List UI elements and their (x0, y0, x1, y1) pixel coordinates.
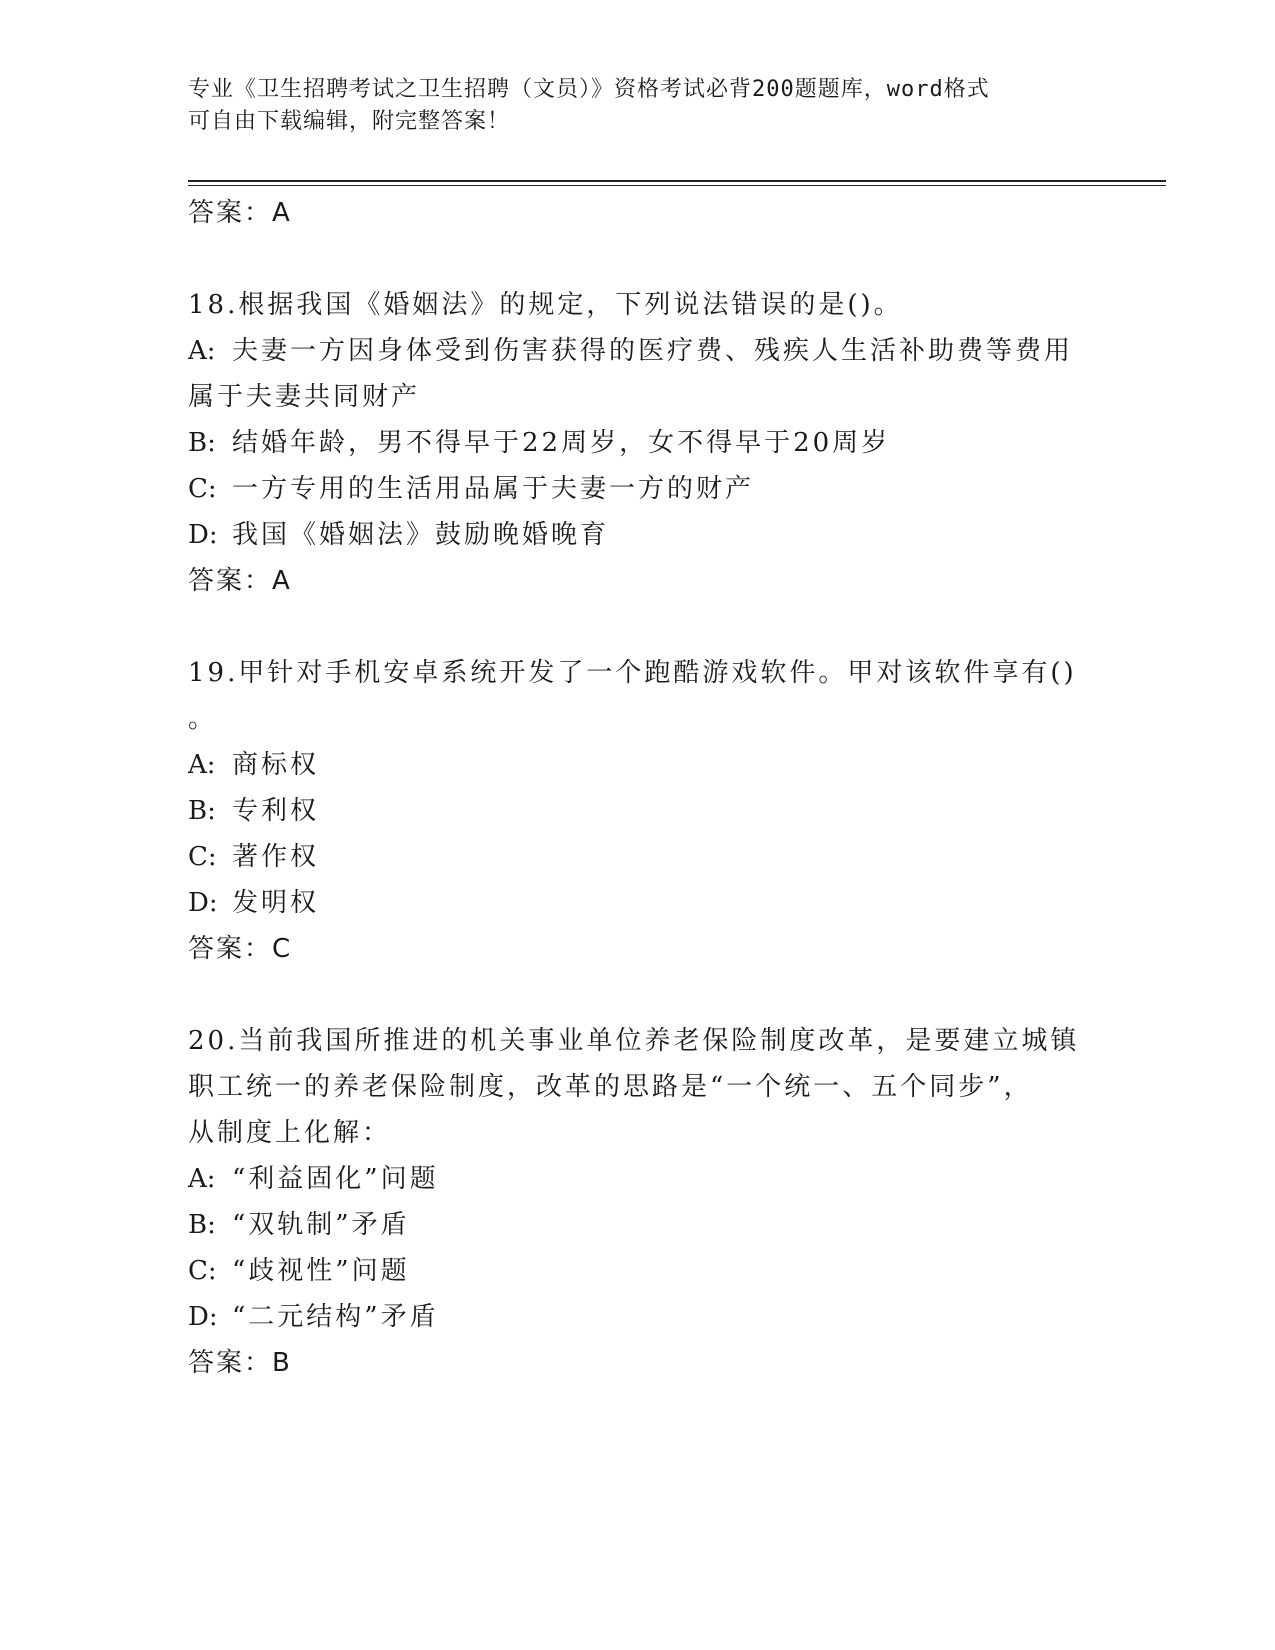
option-text: 发明权 (232, 888, 320, 918)
answer-label: 答案： (188, 198, 273, 228)
answer-label: 答案： (188, 1348, 273, 1378)
option-key: C: (188, 474, 217, 504)
question-19 (188, 650, 1088, 972)
option-c (188, 1248, 1088, 1294)
option-text: 我国《婚姻法》鼓励晚婚晚育 (232, 520, 610, 550)
option-c (188, 466, 1088, 512)
option-a-continuation: 属于夫妻共同财产 (188, 382, 421, 412)
option-key: C: (188, 842, 217, 872)
option-text: “二元结构”矛盾 (232, 1302, 439, 1332)
option-text: 结婚年龄，男不得早于22周岁，女不得早于20周岁 (232, 428, 891, 458)
option-a (188, 328, 1088, 374)
option-b (188, 420, 1088, 466)
question-text-continuation: 从制度上化解： (188, 1118, 392, 1148)
option-a (188, 742, 1088, 788)
header-line-2: 可自由下载编辑，附完整答案！ (188, 109, 511, 134)
question-text: 19.甲针对手机安卓系统开发了一个跑酷游戏软件。甲对该软件享有() (188, 658, 1077, 688)
answer (188, 558, 1088, 604)
option-key: B: (188, 1210, 216, 1240)
previous-answer (188, 190, 1088, 236)
answer-value: B (272, 1348, 291, 1378)
option-d (188, 512, 1088, 558)
option-text: 一方专用的生活用品属于夫妻一方的财产 (232, 474, 755, 504)
option-key: D: (188, 888, 218, 918)
answer-value: A (272, 566, 291, 596)
option-text: “歧视性”问题 (232, 1256, 410, 1286)
page-header (188, 74, 1078, 138)
question-text-continuation: 。 (188, 704, 218, 734)
option-key: B: (188, 796, 216, 826)
option-key: A: (188, 336, 216, 366)
question-text-continuation: 职工统一的养老保险制度，改革的思路是“一个统一、五个同步”， (188, 1072, 1033, 1102)
option-text: 商标权 (232, 750, 320, 780)
answer-label: 答案： (188, 566, 273, 596)
option-text: “双轨制”矛盾 (232, 1210, 410, 1240)
option-text: 专利权 (232, 796, 320, 826)
option-key: D: (188, 1302, 218, 1332)
option-key: D: (188, 520, 218, 550)
header-rule-thick (188, 180, 1166, 182)
answer-label: 答案： (188, 934, 273, 964)
option-b (188, 788, 1088, 834)
question-18 (188, 282, 1088, 604)
option-key: B: (188, 428, 216, 458)
answer-value: A (272, 198, 291, 228)
option-text: 著作权 (232, 842, 320, 872)
option-b (188, 1202, 1088, 1248)
header-rule-thin (188, 185, 1166, 186)
option-text: “利益固化”问题 (232, 1164, 439, 1194)
option-key: C: (188, 1256, 217, 1286)
option-a (188, 1156, 1088, 1202)
question-text: 18.根据我国《婚姻法》的规定，下列说法错误的是()。 (188, 290, 903, 320)
option-key: A: (188, 750, 216, 780)
option-d (188, 1294, 1088, 1340)
question-text: 20.当前我国所推进的机关事业单位养老保险制度改革，是要建立城镇 (188, 1026, 1080, 1056)
header-line-1: 专业《卫生招聘考试之卫生招聘（文员）》资格考试必背200题题库，word格式 (188, 77, 990, 102)
option-key: A: (188, 1164, 216, 1194)
option-text: 夫妻一方因身体受到伤害获得的医疗费、残疾人生活补助费等费用 (232, 336, 1074, 366)
answer-value: C (272, 934, 292, 964)
question-content (188, 190, 1088, 1386)
option-c (188, 834, 1088, 880)
question-20 (188, 1018, 1088, 1386)
answer (188, 926, 1088, 972)
answer (188, 1340, 1088, 1386)
option-d (188, 880, 1088, 926)
